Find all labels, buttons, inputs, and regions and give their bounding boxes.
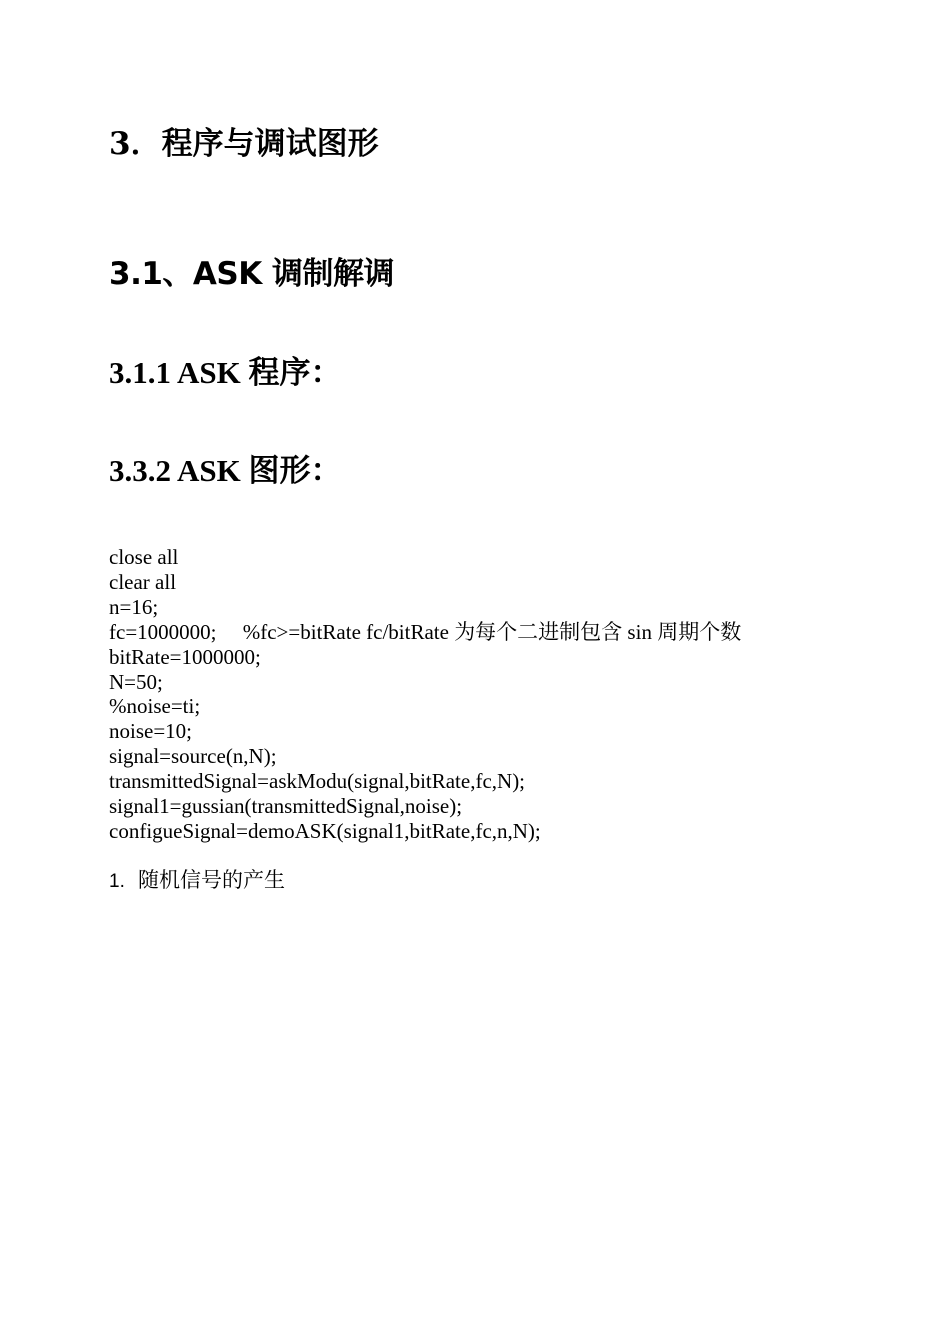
code-line: n=16; — [109, 594, 159, 619]
subsection-heading-program: 3.1.1 ASK 程序： — [109, 355, 342, 390]
list-item-number: 1. — [109, 871, 125, 892]
code-line: noise=10; — [109, 719, 193, 744]
code-line: close all — [109, 545, 179, 569]
chapter-heading: 3．程序与调试图形 — [109, 126, 379, 162]
code-listing — [109, 545, 741, 844]
code-line: configueSignal=demoASK(signal1,bitRate,fc,n,N); — [109, 818, 541, 843]
subsection-heading-figure: 3.3.2 ASK 图形： — [109, 453, 342, 488]
code-line: signal1=gussian(transmittedSignal,noise); — [109, 794, 463, 819]
code-line: signal=source(n,N); — [109, 744, 277, 769]
code-line: clear all — [109, 569, 177, 594]
code-line: %noise=ti; — [109, 694, 201, 719]
code-line: N=50; — [109, 669, 163, 694]
code-line: transmittedSignal=askModu(signal,bitRate,fc,N); — [109, 769, 526, 794]
list-item-text: 随机信号的产生 — [138, 868, 285, 892]
section-heading: 3.1、ASK 调制解调 — [109, 256, 395, 292]
code-line: fc=1000000; %fc>=bitRate fc/bitRate 为每个二进制包含 sin 周期个数 — [109, 619, 742, 644]
code-line: bitRate=1000000; — [109, 644, 261, 669]
numbered-list-item — [109, 866, 285, 896]
